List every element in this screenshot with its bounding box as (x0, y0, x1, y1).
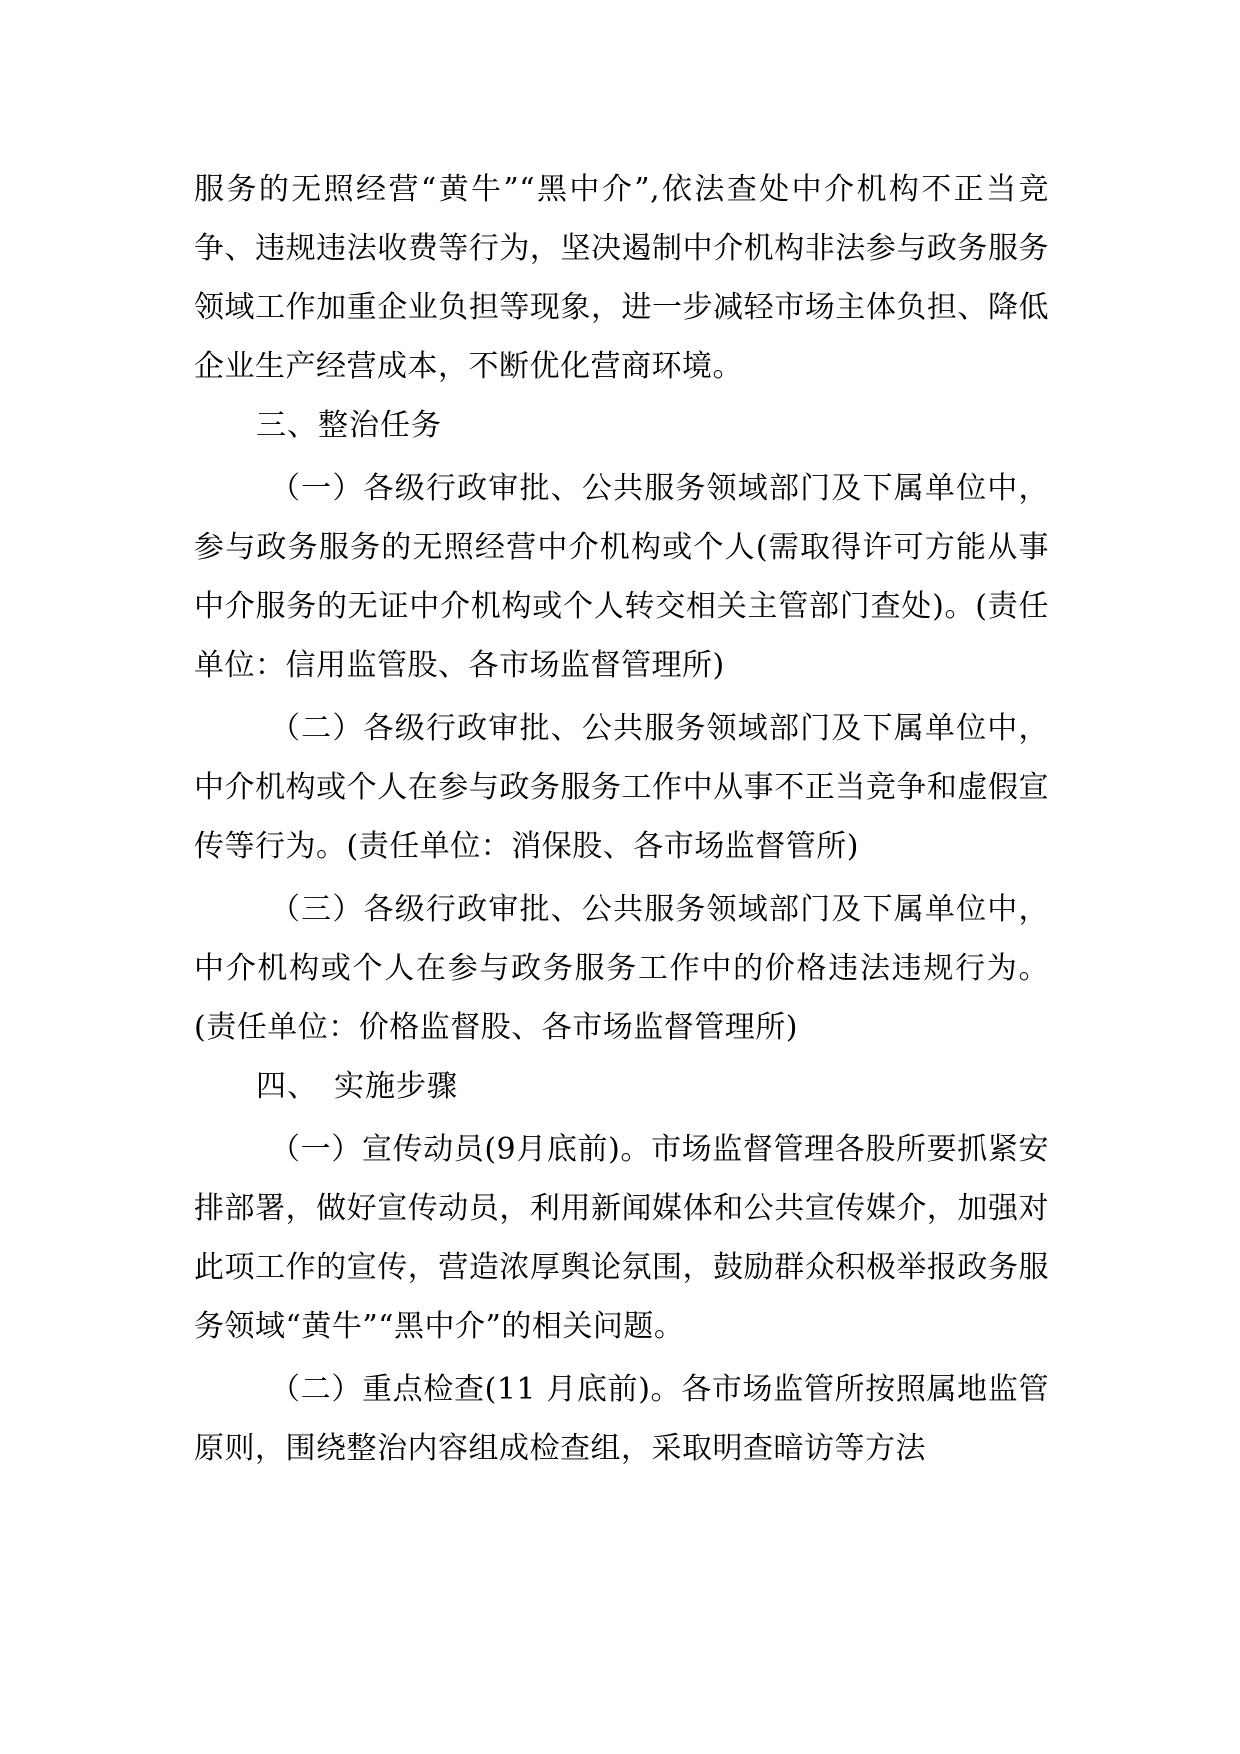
task-item-2: （二）各级行政审批、公共服务领域部门及下属单位中，中介机构或个人在参与政务服务工作中从事不正当竞争和虚假宣传等行为。(责任单位：消保股、各市场监督管所) (194, 711, 1049, 864)
task-item-1: （一）各级行政审批、公共服务领域部门及下属单位中，参与政务服务的无照经营中介机构或个人(需取得许可方能从事中介服务的无证中介机构或个人转交相关主管部门查处)。(责任单位：信用监管股、各市场监督管理所) (194, 471, 1049, 683)
paragraph-continuation: 服务的无照经营“黄牛”“黑中介”,依法查处中介机构不正当竞争、违规违法收费等行为，坚决遏制中介机构非法参与政务服务领域工作加重企业负担等现象，进一步减轻市场主体负担、降低企业生产经营成本，不断优化营商环境。 (194, 172, 1049, 384)
step-item-2: （二）重点检查(11 月底前)。各市场监管所按照属地监管原则，围绕整治内容组成检查组，采取明查暗访等方法 (194, 1372, 1049, 1466)
task-item-3: （三）各级行政审批、公共服务领域部门及下属单位中，中介机构或个人在参与政务服务工作中的价格违法违规行为。(责任单位：价格监督股、各市场监督管理所) (194, 892, 1049, 1045)
section-heading-tasks: 三、整治任务 (256, 408, 442, 443)
document-body (194, 160, 1049, 1478)
step-item-1: （一）宣传动员(9月底前)。市场监督管理各股所要抓紧安排部署，做好宣传动员，利用新闻媒体和公共宣传媒介，加强对此项工作的宣传，营造浓厚舆论氛围，鼓励群众积极举报政务服务领域“黄牛”“黑中介”的相关问题。 (194, 1132, 1049, 1344)
section-heading-steps: 四、 实施步骤 (256, 1069, 458, 1104)
